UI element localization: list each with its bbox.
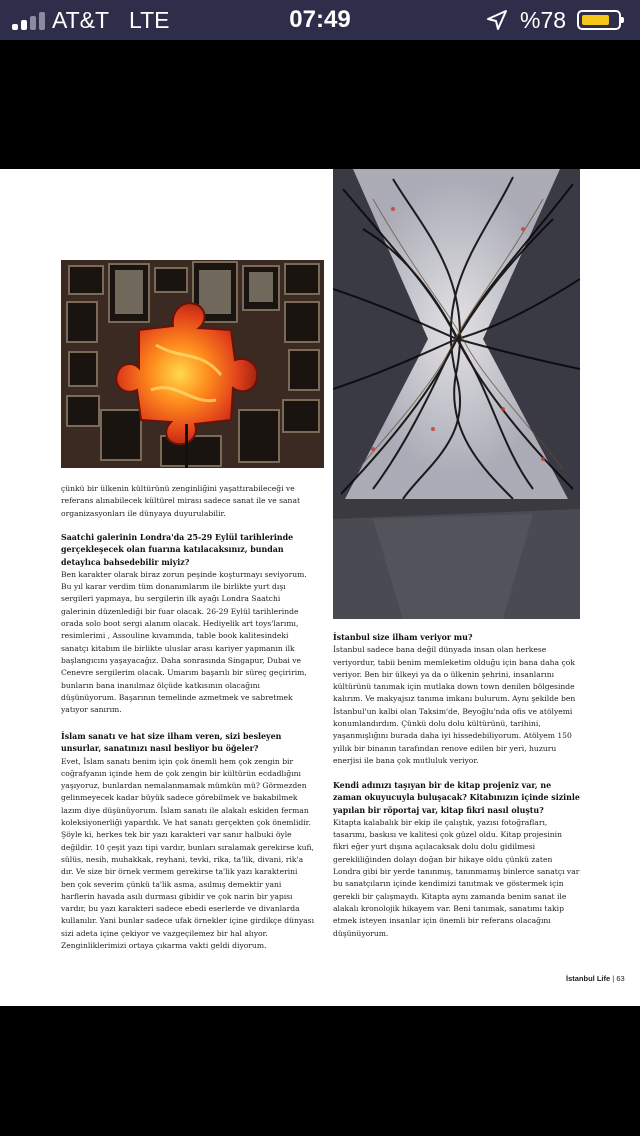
carrier-name: AT&T <box>52 7 110 33</box>
puzzle-sculpture-photo <box>61 260 324 468</box>
battery-percent: %78 <box>520 7 567 33</box>
signal-icon <box>12 12 46 30</box>
intro-text: çünkü bir ülkenin kültürünü zenginliğini yaşattırabileceği ve referans alınabilecek kültürel mirası sadece sanat ile ve sanat organizasyonları ile dünyaya duyurulabilir. <box>61 484 301 518</box>
qa-istanbul <box>333 632 580 767</box>
question-islam-sanati: İslam sanatı ve hat size ilham veren, sizi besleyen unsurlar, sanatınızı nasıl besliyor bu öğeler? <box>61 732 282 754</box>
footer-brand: İstanbul Life <box>566 974 611 983</box>
drip-painting-photo <box>333 169 580 619</box>
answer-islam-sanati: Evet, İslam sanatı benim için çok önemli hem çok zengin bir coğrafyanın içinde hem de çok zengin bir kültürün ecdadlığını yaşıyoruz, bunlardan nemalanmamak mümkün mü? Görmezden gelinmeyecek kadar büyük sadece görebilmek ve bakabilmek lazım diye düşünüyorum. İslam sanatı ile alakalı eskiden ferman koleksiyonerliği yapardık. Ve hat sanatı gerçekten çok önemlidir. Şöyle ki, herkes tek bir yazı karakteri var sanır halbuki öyle değildir. 10 çeşit yazı tipi vardır, bunları sıralamak gerekirse kufi, sülüs, nesih, muhakkak, reyhani, tevki, rika, ta'lik, divani, rik'a dır. Ve size bir örnek vermem gerekirse ta'lik yazı karakterini ben çok severim çünkü ta'lik asma, asılmış demektir yani harflerin havada asılı durması gibidir ve çok narin bir yapısı vardır, bu yazı karakteri sadece ebedi eserlerde ve divanlarda kullanılır. Yani bunlar sadece ufak örnekler içine girdikçe dünyası sizi adeta içine çekiyor ve vazgeçilemez bir hal alıyor. Zenginliklerimizi ortaya çıkarma vakti geldi diyorum. <box>61 756 315 951</box>
location-arrow-icon <box>486 9 508 31</box>
answer-kitap: Kitapta kalabalık bir ekip ile çalıştık, yazısı fotoğrafları, tasarımı, baskısı ve kalitesi çok güzel oldu. Kitap projesinin fikri eğer yurt dışına açılacaksak dolu dolu gidilmesi gerekliliğinden dolayı doğan bir hikaye oldu çünkü zaten Londra gibi bir yerde tanınmış, tanınmamış binlerce sanatçı var bu sanatçıların içinde kendimizi tanıtmak ve göstermek için gerekli bir çalışmaydı. Kitapta aynı zamanda benim sanat ile alakalı kronolojik hikayem var. Beni tanımak, sanatımı takip etmek isteyen insanlar için önemli bir referans olacağını düşünüyorum. <box>333 817 580 938</box>
qa-islam-sanati <box>61 731 314 952</box>
answer-istanbul: İstanbul sadece bana değil dünyada insan olan herkese veriyordur, tabii benim memleketim olduğu için bana daha çok veriyor. Ben bir ülkeyi ya da o ülkenin şehrini, insanlarını kültürünü tanımak için mutlaka down town denilen bölgesinde kalırım. Ve makyajsız tanıma imkanı bulurum. Aynı şekilde ben İstanbul'un kalbi olan Taksim'de, Beyoğlu'nda ofis ve atölyemi konumlandırdım. Çünkü dolu dolu kültürünü, tarihini, yaşanmışlığını burada daha iyi hissedebiliyorum. Atölyem 150 yıllık bir binanın tarafından renove edilen bir yeri, huzuru enerjisi ile bana çok mutluluk veriyor. <box>333 645 576 765</box>
page-number: 63 <box>616 974 625 983</box>
page-footer <box>566 974 625 983</box>
qa-saatchi <box>61 532 314 716</box>
article-intro-paragraph <box>61 483 314 520</box>
footer-separator: | <box>612 974 615 983</box>
battery-icon <box>577 10 621 30</box>
status-bar <box>0 0 640 40</box>
qa-kitap <box>333 780 580 940</box>
question-kitap: Kendi adınızı taşıyan bir de kitap projeniz var, ne zaman okuyucuyla buluşacak? Kitabınızın içinde sizinle yapılan bir röportaj var, kitap fikri nasıl oluştu? <box>333 781 580 815</box>
status-time: 07:49 <box>289 6 351 33</box>
network-type: LTE <box>129 7 170 33</box>
question-istanbul: İstanbul size ilham veriyor mu? <box>333 633 473 642</box>
magazine-page[interactable] <box>0 169 640 1006</box>
question-saatchi: Saatchi galerinin Londra'da 25-29 Eylül tarihlerinde gerçekleşecek olan fuarına katılacaksınız, bundan detaylıca bahsedebilir miyiz? <box>61 533 294 567</box>
answer-saatchi: Ben karakter olarak biraz zorun peşinde koşturmayı seviyorum. Bu yıl karar verdim tüm donanımlarım ile birlikte yurt dışı sergileri yapmaya, bu sergilerin ilk ayağı Londra Saatchi galerinin düzenlediği bir fuar olacak. 26-29 Eylül tarihlerinde orada solo boot sergi alanım olacak. Hediyelik art toys'larımı, resimlerimi , Assouline kıvamında, table book kalitesindeki sanatçı kitabım ile birlikte uluslar arası kariyer yapmanın ilk başlangıcını yaşayacağız. Daha sonrasında Singapur, Dubai ve Cenevre sergilerim olacak. Umarım başarılı bir süreç geçiririm, bunların bana inanılmaz ölçüde katkısının olacağını düşünüyorum. Başarının temelinde azmetmek ve sabretmek yatıyor sanırım. <box>61 569 307 715</box>
